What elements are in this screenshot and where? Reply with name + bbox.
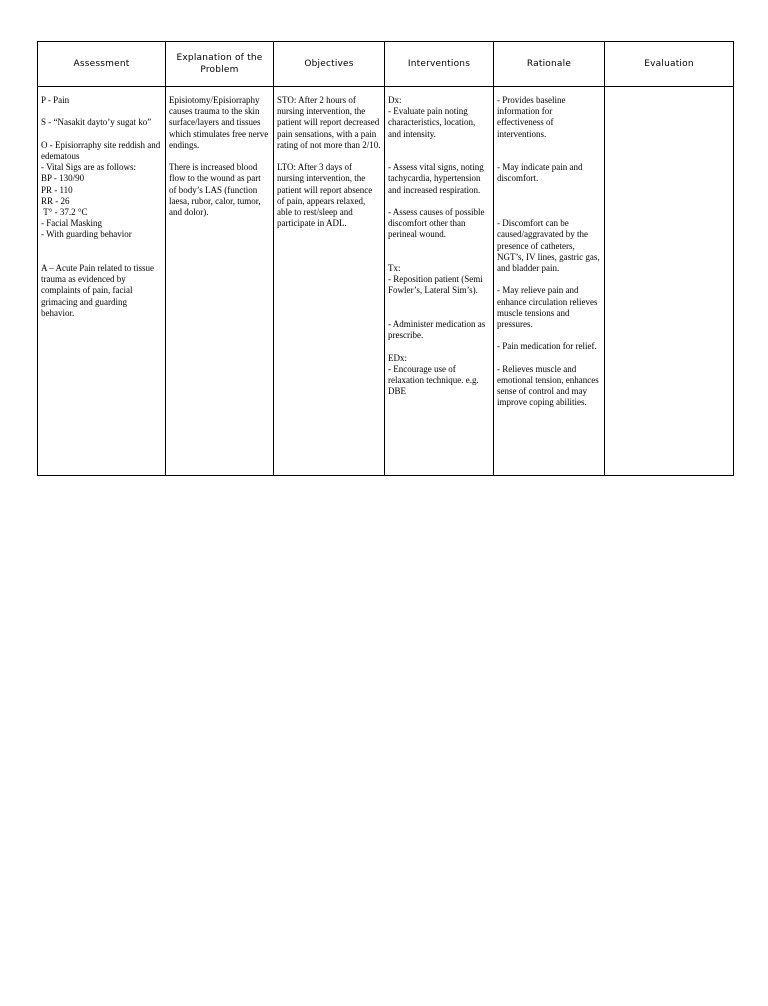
interventions-dx-label: Dx: [388, 95, 402, 105]
nursing-care-plan-table [37, 41, 734, 476]
header-evaluation: Evaluation [605, 42, 734, 87]
explanation-p2: There is increased blood flow to the wound as part of body’s LAS (function laesa, rubor, calor, tumor, and dolor). [169, 162, 263, 218]
interventions-dx3: - Assess causes of possible discomfort other than perineal wound. [388, 207, 487, 240]
rationale-1: - Provides baseline information for effectiveness of interventions. [497, 95, 568, 139]
explanation-cell [166, 87, 274, 476]
objectives-lto: LTO: After 3 days of nursing intervention, the patient will report absence of pain, appears relaxed, able to rest/sleep and participate in ADL. [277, 162, 375, 229]
interventions-tx2: - Administer medication as prescribe. [388, 319, 488, 341]
rationale-3: - Discomfort can be caused/aggravated by the presence of catheters, NGT’s, IV lines, gastric gas, and bladder pain. [497, 218, 602, 274]
assessment-cell [38, 87, 166, 476]
interventions-edx-label: EDx: [388, 352, 407, 363]
explanation-p1: Episiotomy/Episiorraphy causes trauma to the skin surface/layers and tissues which stimulates free nerve endings. [169, 95, 271, 150]
assessment-vital-signs-intro: - Vital Sigs are as follows: [41, 162, 137, 173]
content-row [38, 87, 734, 476]
assessment-o: O - Episiorraphy site reddish and edematous [41, 139, 163, 161]
interventions-dx1: - Evaluate pain noting characteristics, location, and intensity. [388, 106, 478, 139]
assessment-rr: RR - 26 [41, 195, 70, 206]
assessment-a: A – Acute Pain related to tissue trauma as evidenced by complaints of pain, facial grimacing and guarding behavior. [41, 263, 157, 318]
header-rationale: Rationale [494, 42, 605, 87]
assessment-pr: PR - 110 [41, 184, 73, 195]
rationale-6: - Relieves muscle and emotional tension, enhances sense of control and may improve coping abilities. [497, 363, 601, 408]
rationale-4: - May relieve pain and enhance circulation relieves muscle tensions and pressures. [497, 285, 600, 330]
assessment-temp: T° - 37.2 °C [41, 207, 88, 217]
interventions-tx1: - Reposition patient (Semi Fowler’s, Lateral Sim’s). [388, 274, 485, 296]
objectives-sto: STO: After 2 hours of nursing intervention, the patient will report decreased pain sensations, with a pain rating of not more than 2/10. [277, 95, 382, 150]
interventions-tx-label: Tx: [388, 263, 401, 273]
interventions-edx1: - Encourage use of relaxation technique. e.g. DBE [388, 363, 481, 397]
rationale-5: - Pain medication for relief. [497, 341, 597, 352]
header-interventions: Interventions [385, 42, 494, 87]
assessment-facial-masking: - Facial Masking [41, 218, 102, 229]
header-row [38, 42, 734, 87]
assessment-guarding: - With guarding behavior [41, 229, 132, 240]
interventions-dx2: - Assess vital signs, noting tachycardia, hypertension and increased respiration. [388, 162, 487, 195]
assessment-bp: BP - 130/90 [41, 173, 85, 184]
header-assessment: Assessment [38, 42, 166, 87]
evaluation-cell [605, 87, 734, 476]
objectives-cell [274, 87, 385, 476]
header-explanation: Explanation of the Problem [166, 42, 274, 87]
interventions-cell [385, 87, 494, 476]
rationale-cell [494, 87, 605, 476]
header-objectives: Objectives [274, 42, 385, 87]
assessment-s: S - “Nasakit dayto’y sugat ko” [41, 117, 152, 128]
rationale-2: - May indicate pain and discomfort. [497, 162, 585, 184]
assessment-p: P - Pain [41, 95, 70, 105]
